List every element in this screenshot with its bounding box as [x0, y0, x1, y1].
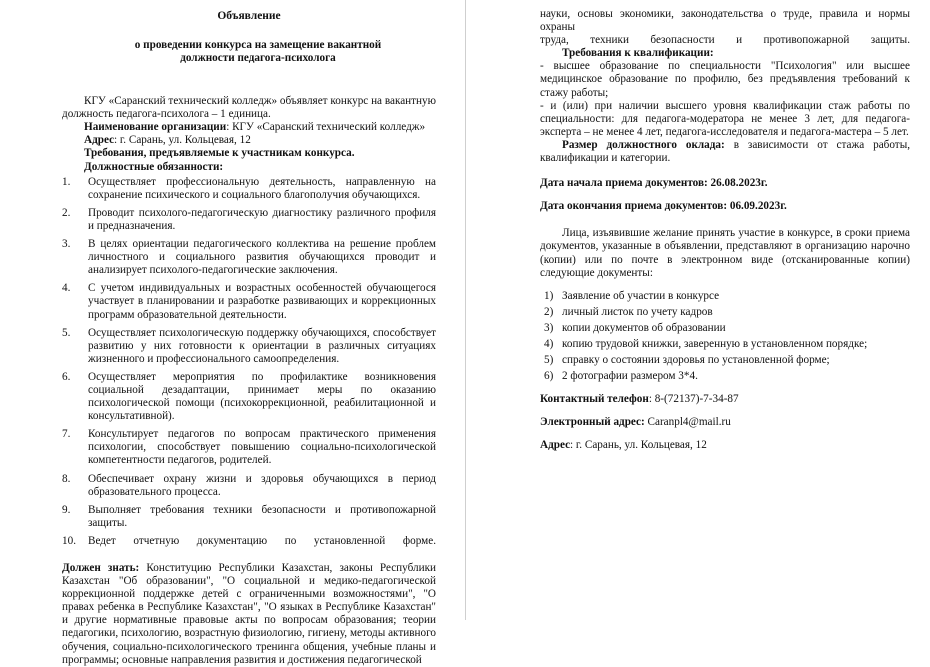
phone-label: Контактный телефон [540, 393, 649, 406]
salary-text: в зависимости от стажа работы, квалификации и категории. [540, 138, 911, 165]
qualification-item-2: - и (или) при наличии высшего уровня квалификации стаж работы по специальности: для педагога-модератора не менее 3 лет, для педагога-эксперта – не менее 4 лет, педагога-исследователя и педагога-мастера – 5 лет. [540, 99, 910, 138]
page-divider [465, 0, 466, 620]
duty-item [62, 207, 436, 233]
duty-item [62, 428, 436, 467]
duty-number: 2. [62, 206, 71, 219]
duty-text: Консультирует педагогов по вопросам практического применения психологии, способствует повышению социально-психологической компетентности педагогов, родителей. [88, 428, 436, 467]
phone-line [540, 393, 910, 406]
duty-number: 9. [62, 503, 71, 516]
continuation-line-1: науки, основы экономики, законодательства о труде, правила и нормы охраны [540, 8, 910, 34]
document-text: копию трудовой книжки, заверенную в установленном порядке; [562, 337, 868, 350]
phone-value: : 8-(72137)-7-34-87 [648, 393, 739, 406]
qualification-heading: Требования к квалификации: [562, 47, 714, 60]
document-item [540, 290, 910, 303]
document-page-right [470, 0, 930, 620]
documents-list [540, 290, 910, 384]
duty-item [62, 535, 436, 548]
document-item [540, 322, 910, 335]
document-text: личный листок по учету кадров [562, 305, 713, 318]
document-number: 1) [544, 289, 554, 302]
duty-number: 10. [62, 534, 76, 547]
duty-item [62, 238, 436, 277]
document-subtitle [80, 39, 436, 65]
address-line [62, 134, 436, 147]
subtitle-line-2: должности педагога-психолога [180, 52, 336, 65]
qualification-item-1: - высшее образование по специальности "Психология" или высшее медицинское образование по профилю, без предъявления требований к стажу работы; [540, 60, 910, 99]
duty-text: Ведет отчетную документацию по установленной форме. [88, 534, 436, 547]
end-date-line: Дата окончания приема документов: 06.09.2023г. [540, 200, 787, 213]
duty-item [62, 282, 436, 321]
duty-item [62, 473, 436, 499]
duty-text: Осуществляет профессиональную деятельность, направленную на сохранение психического и социального благополучия обучающихся. [88, 175, 436, 201]
right-address-label: Адрес [540, 439, 571, 452]
must-know-label: Должен знать: [62, 562, 140, 574]
start-date-line: Дата начала приема документов: 26.08.2023г. [540, 177, 768, 190]
duty-text: Выполняет требования техники безопасности и противопожарной защиты. [88, 503, 436, 529]
duty-number: 7. [62, 428, 71, 441]
document-item [540, 354, 910, 367]
document-number: 6) [544, 370, 554, 383]
document-number: 5) [544, 354, 554, 367]
duty-item [62, 504, 436, 530]
duty-number: 5. [62, 326, 71, 339]
intro-paragraph: КГУ «Саранский технический колледж» объявляет конкурс на вакантную должность педагога-психолога – 1 единица. [62, 95, 436, 121]
document-title: Объявление [217, 10, 281, 22]
document-text: справку о состоянии здоровья по установленной форме; [562, 354, 830, 367]
salary-label: Размер должностного оклада: [562, 138, 725, 151]
duty-text: Осуществляет мероприятия по профилактике возникновения социальной дезадаптации, принимает меры по оказанию психологической помощи (психокоррекционной, реабилитационной и консультативной). [88, 370, 436, 423]
duty-number: 8. [62, 472, 71, 485]
document-item [540, 338, 910, 351]
document-item [540, 306, 910, 319]
duty-text: Проводит психолого-педагогическую диагностику различного профиля и предназначения. [88, 206, 436, 232]
organization-line [62, 121, 436, 134]
email-label: Электронный адрес: [540, 416, 645, 429]
right-address-value: : г. Сарань, ул. Кольцевая, 12 [570, 439, 707, 452]
document-item [540, 370, 910, 383]
duty-number: 6. [62, 370, 71, 383]
duty-text: В целях ориентации педагогического коллектива на решение проблем личностного и социального развития обучающихся проводит и анализирует психолого-педагогические заключения. [88, 238, 436, 277]
document-page-left [0, 0, 462, 666]
document-text: 2 фотографии размером 3*4. [562, 370, 698, 383]
duty-item [62, 371, 436, 423]
salary-paragraph [540, 139, 910, 165]
must-know-paragraph [62, 562, 436, 667]
duties-heading: Должностные обязанности: [84, 160, 224, 173]
duty-text: Обеспечивает охрану жизни и здоровья обучающихся в период образовательного процесса. [88, 472, 436, 498]
document-number: 4) [544, 337, 554, 350]
documents-intro: Лица, изъявившие желание принять участие в конкурсе, в сроки приема документов, указанные в объявлении, представляют в организацию нарочно (копии) или по почте в электронном виде (отсканированные копии) следующие документы: [540, 227, 910, 279]
duties-list [62, 176, 436, 548]
document-number: 3) [544, 321, 554, 334]
duty-item [62, 327, 436, 366]
right-address-line [540, 439, 910, 452]
organization-value: : КГУ «Саранский технический колледж» [226, 121, 426, 134]
document-text: копии документов об образовании [562, 321, 726, 334]
must-know-text: Конституцию Республики Казахстан, законы Республики Казахстан "Об образовании", "О социальной и медико-педагогической коррекционной поддержке детей с ограниченными возможностями", "О правах ребенка в Республике Казахстан", "О языках в Республике Казахстан" и другие нормативные правовые акты по вопросам образования; теории педагогики, психологию, возрастную физиологию, гигиену, методы активного обучения, социально-психологического тренинга общения, учебные планы и программы; основные направления развития и достижения педагогической [62, 562, 437, 666]
organization-label: Наименование организации [84, 121, 227, 134]
document-text: Заявление об участии в конкурсе [562, 289, 720, 302]
duty-item [62, 176, 436, 202]
duty-number: 1. [62, 175, 71, 188]
duty-text: Осуществляет психологическую поддержку обучающихся, способствует развитию у них готовности к ориентации в различных ситуациях жизненного и профессионального самоопределения. [88, 326, 436, 365]
document-number: 2) [544, 305, 554, 318]
continuation-line-2: труда, техники безопасности и противопожарной защиты. [540, 34, 910, 47]
address-label: Адрес [84, 134, 115, 147]
duty-number: 4. [62, 282, 71, 295]
email-line [540, 416, 910, 429]
duty-number: 3. [62, 238, 71, 251]
duty-text: С учетом индивидуальных и возрастных особенностей обучающегося участвует в планировании и разработке развивающих и коррекционных программ образовательной деятельности. [88, 282, 436, 321]
address-value: : г. Сарань, ул. Кольцевая, 12 [114, 134, 251, 147]
subtitle-line-1: о проведении конкурса на замещение вакантной [134, 39, 382, 52]
requirements-heading: Требования, предъявляемые к участникам конкурса. [84, 147, 355, 160]
email-value: Caranpl4@mail.ru [644, 416, 731, 429]
